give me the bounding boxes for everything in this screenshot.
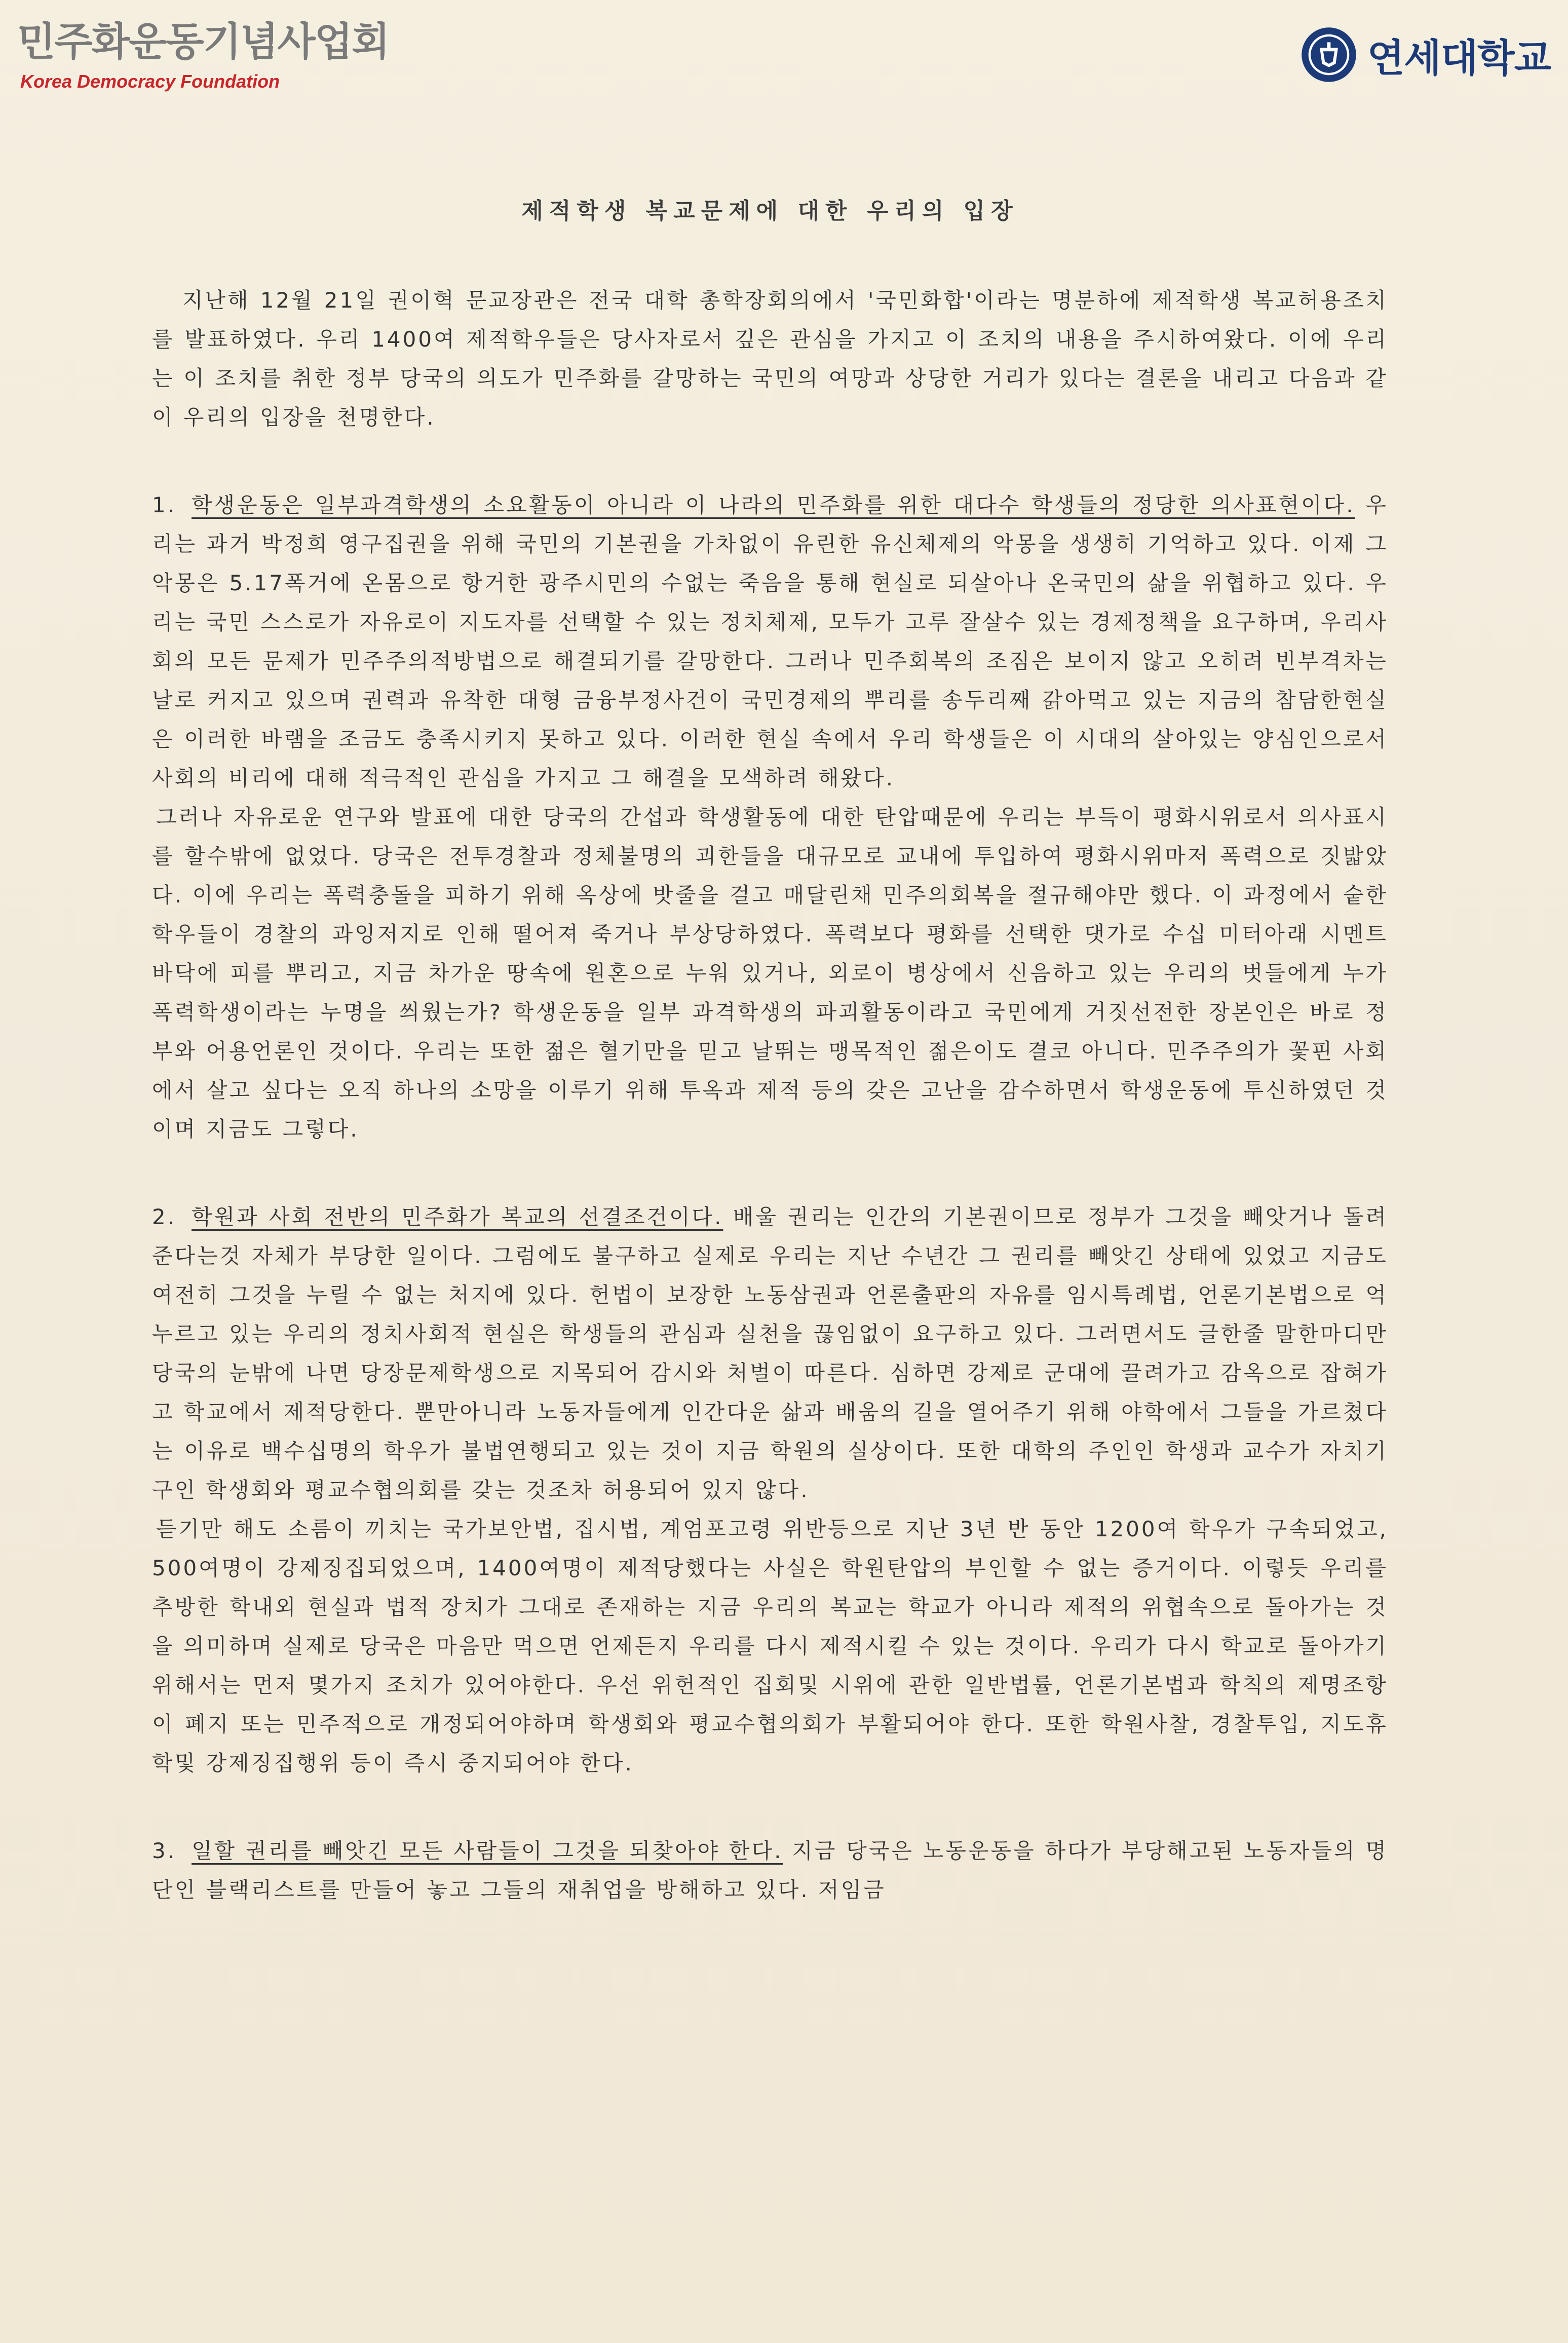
kdf-logo-english: Korea Democracy Foundation [20, 71, 280, 92]
section-3-number: 3. [152, 1838, 177, 1863]
section-3-body: 지금 당국은 노동운동을 하다가 부당해고된 노동자들의 명단인 블랙리스트를 만들어 놓고 그들의 재취업을 방해하고 있다. 저임금 [152, 1838, 1388, 1902]
intro-paragraph: 지난해 12월 21일 권이혁 문교장관은 전국 대학 총학장회의에서 '국민화합'이라는 명분하에 제적학생 복교허용조치를 발표하였다. 우리 1400여 제적학우들은 당사자로서 깊은 관심을 가지고 이 조치의 내용을 주시하여왔다. 이에 우리는 이 조치를 취한 정부 당국의 의도가 민주화를 갈망하는 국민의 여망과 상당한 거리가 있다는 결론을 내리고 다음과 같이 우리의 입장을 천명한다. [152, 288, 1388, 430]
yonsei-logo-text: 연세대학교 [1367, 35, 1551, 81]
university-seal-icon [1301, 26, 1357, 83]
section-1-heading: 학생운동은 일부과격학생의 소요활동이 아니라 이 나라의 민주화를 위한 대다수 학생들의 정당한 의사표현이다. [192, 493, 1355, 517]
document-title: 제적학생 복교문제에 대한 우리의 입장 [521, 198, 1019, 224]
section-2-number: 2. [152, 1204, 177, 1229]
section-2 [152, 1197, 1388, 1509]
section-1-continued: 그러나 자유로운 연구와 발표에 대한 당국의 간섭과 학생활동에 대한 탄압때문에 우리는 부득이 평화시위로서 의사표시를 할수밖에 없었다. 당국은 전투경찰과 정체불명의 괴한들을 대규모로 교내에 투입하여 평화시위마저 폭력으로 짓밟았다. 이에 우리는 폭력충돌을 피하기 위해 옥상에 밧줄을 걸고 매달린채 민주의회복을 절규해야만 했다. 이 과정에서 숱한 학우들이 경찰의 과잉저지로 인해 떨어져 죽거나 부상당하였다. 폭력보다 평화를 선택한 댓가로 수십 미터아래 시멘트 바닥에 피를 뿌리고, 지금 차가운 땅속에 원혼으로 누워 있거나, 외로이 병상에서 신음하고 있는 우리의 벗들에게 누가 폭력학생이라는 누명을 씌웠는가? 학생운동을 일부 과격학생의 파괴활동이라고 국민에게 거짓선전한 장본인은 바로 정부와 어용언론인 것이다. 우리는 또한 젊은 혈기만을 믿고 날뛰는 맹목적인 젊은이도 결코 아니다. 민주주의가 꽃핀 사회에서 살고 싶다는 오직 하나의 소망을 이루기 위해 투옥과 제적 등의 갖은 고난을 감수하면서 학생운동에 투신하였던 것이며 지금도 그렇다. [152, 805, 1388, 1142]
section-2-continued: 듣기만 해도 소름이 끼치는 국가보안법, 집시법, 계엄포고령 위반등으로 지난 3년 반 동안 1200여 학우가 구속되었고, 500여명이 강제징집되었으며, 1400여명이 제적당했다는 사실은 학원탄압의 부인할 수 없는 증거이다. 이렇듯 우리를 추방한 학내외 현실과 법적 장치가 그대로 존재하는 지금 우리의 복교는 학교가 아니라 제적의 위협속으로 돌아가는 것을 의미하며 실제로 당국은 마음만 먹으면 언제든지 우리를 다시 제적시킬 수 있는 것이다. 우리가 다시 학교로 돌아가기 위해서는 먼저 몇가지 조치가 있어야한다. 우선 위헌적인 집회및 시위에 관한 일반법률, 언론기본법과 학칙의 제명조항이 폐지 또는 민주적으로 개정되어야하며 학생회와 평교수협의회가 부활되어야 한다. 또한 학원사찰, 경찰투입, 지도휴학및 강제징집행위 등이 즉시 중지되어야 한다. [152, 1517, 1388, 1775]
yonsei-university-logo [1301, 26, 1551, 83]
kdf-logo-korean: 민주화운동기념사업회 [17, 19, 389, 65]
section-1 [152, 485, 1388, 798]
section-3 [152, 1831, 1388, 1909]
section-2-body: 배울 권리는 인간의 기본권이므로 정부가 그것을 빼앗거나 돌려준다는것 자체가 부당한 일이다. 그럼에도 불구하고 실제로 우리는 지난 수년간 그 권리를 빼앗긴 상태에 있었고 지금도 여전히 그것을 누릴 수 없는 처지에 있다. 헌법이 보장한 노동삼권과 언론출판의 자유를 임시특례법, 언론기본법으로 억누르고 있는 우리의 정치사회적 현실은 학생들의 관심과 실천을 끊임없이 요구하고 있다. 그러면서도 글한줄 말한마디만 당국의 눈밖에 나면 당장문제학생으로 지목되어 감시와 처벌이 따른다. 심하면 강제로 군대에 끌려가고 감옥으로 잡혀가고 학교에서 제적당한다. 뿐만아니라 노동자들에게 인간다운 삶과 배움의 길을 열어주기 위해 야학에서 그들을 가르쳤다는 이유로 백수십명의 학우가 불법연행되고 있는 것이 지금 학원의 실상이다. 또한 대학의 주인인 학생과 교수가 자치기구인 학생회와 평교수협의회를 갖는 것조차 허용되어 있지 않다. [152, 1204, 1388, 1502]
section-1-number: 1. [152, 493, 177, 517]
section-2-heading: 학원과 사회 전반의 민주화가 복교의 선결조건이다. [192, 1204, 723, 1229]
document-body [152, 193, 1388, 1909]
korea-democracy-foundation-logo [17, 19, 389, 92]
section-3-heading: 일할 권리를 빼앗긴 모든 사람들이 그것을 되찾아야 한다. [192, 1838, 783, 1863]
section-1-body: 우리는 과거 박정희 영구집권을 위해 국민의 기본권을 가차없이 유린한 유신체제의 악몽을 생생히 기억하고 있다. 이제 그 악몽은 5.17폭거에 온몸으로 항거한 광주시민의 수없는 죽음을 통해 현실로 되살아나 온국민의 삶을 위협하고 있다. 우리는 국민 스스로가 자유로이 지도자를 선택할 수 있는 정치체제, 모두가 고루 잘살수 있는 경제정책을 요구하며, 우리사회의 모든 문제가 민주주의적방법으로 해결되기를 갈망한다. 그러나 민주회복의 조짐은 보이지 않고 오히려 빈부격차는 날로 커지고 있으며 권력과 유착한 대형 금융부정사건이 국민경제의 뿌리를 송두리째 갉아먹고 있는 지금의 참담한현실은 이러한 바램을 조금도 충족시키지 못하고 있다. 이러한 현실 속에서 우리 학생들은 이 시대의 살아있는 양심인으로서 사회의 비리에 대해 적극적인 관심을 가지고 그 해결을 모색하려 해왔다. [152, 493, 1388, 790]
